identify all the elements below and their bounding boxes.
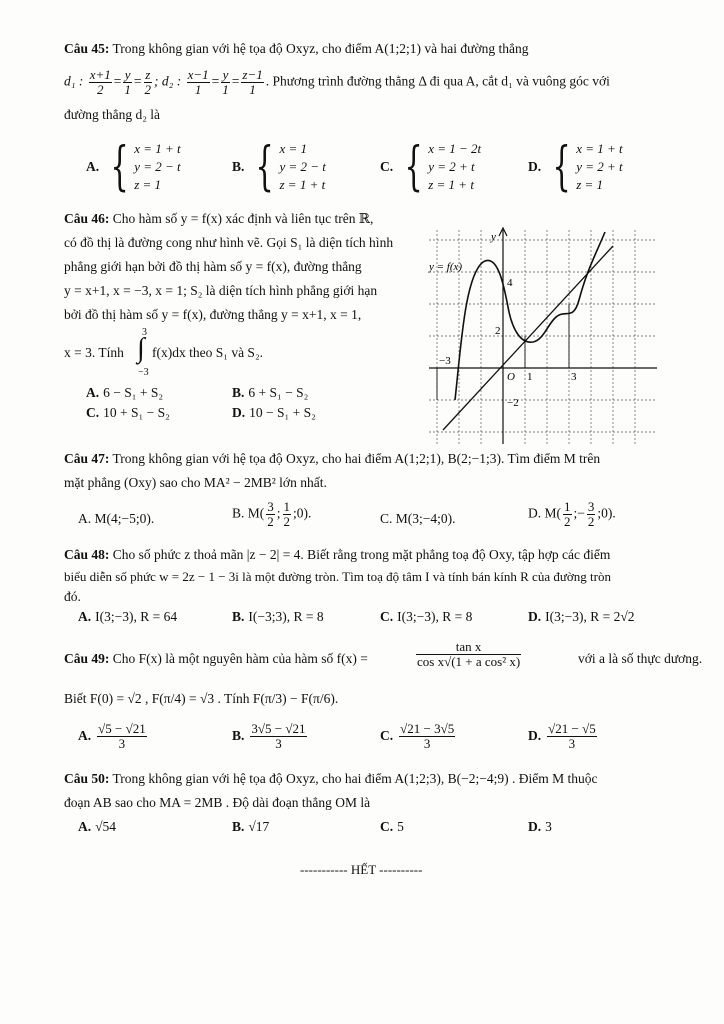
option-text: √17 [248, 819, 270, 834]
integral-upper: 3 [142, 327, 147, 338]
q47-option-b[interactable]: B. M( $\frac{3}{2}$ ; $\frac{1}{2}$ ;0). [232, 499, 312, 529]
q45-d2-frac3 [241, 68, 263, 97]
q46-option-c[interactable] [86, 404, 170, 422]
frac-den: 2 [564, 514, 571, 529]
option-post: ;0). [597, 505, 616, 521]
q47-option-d[interactable]: D. M( $\frac{1}{2}$ ;− $\frac{3}{2}$ ;0). [528, 499, 616, 529]
option-pre: D. M( [528, 505, 561, 521]
frac-den: 3 [568, 736, 576, 751]
graph-tick-4: 4 [507, 277, 513, 289]
frac [283, 500, 292, 529]
q46-line4: y = x+1, x = −3, x = 1; S₂ là diện tích hình phẳng giới hạn [64, 283, 378, 298]
q46-line6-pre: x = 3. Tính [64, 345, 124, 360]
frac-num: √21 − √5 [548, 721, 596, 736]
q45-option-c[interactable] [380, 137, 482, 197]
q50-line2: đoạn AB sao cho MA = 2MB . Độ dài đoạn thẳng OM là [64, 795, 371, 810]
option-text: 10 + S₁ − S₂ [103, 405, 170, 420]
q48-option-b[interactable] [232, 608, 324, 626]
q46-line5: bởi đồ thị hàm số y = f(x), đường thẳng y = x+1, x = 1, [64, 307, 362, 322]
frac-num: y [222, 67, 229, 82]
frac [250, 722, 306, 751]
q50-option-b[interactable] [232, 818, 269, 836]
q46-line1 [64, 210, 373, 228]
q46-line3: phẳng giới hạn bởi đồ thị hàm số y = f(x), đường thẳng [64, 259, 362, 274]
q46-graph [425, 226, 660, 446]
option-text: √54 [95, 819, 117, 834]
q45-d1-frac2 [123, 68, 132, 97]
option-label: D. [528, 609, 542, 624]
q47-option-c[interactable]: C. M(3;−4;0). [380, 511, 456, 526]
q49-option-b[interactable] [232, 722, 309, 751]
q48-line2: biểu diễn số phức w = 2z − 1 − 3i là một đường tròn. Tìm toạ độ tâm I và tính bán kính R của đường tròn [64, 569, 611, 584]
option-text: I(3;−3), R = 2√2 [545, 609, 635, 624]
q45-line2: d₁ : $\frac{x+1}{2}$ = $\frac{y}{1}$ = $\frac{z}{2}$ ; d₂ : $\frac{x-1}{1}$ = $\frac{y}{1}$ = $\frac{z-1}{1}$ . Phương trình đường thẳng Δ đi qua A, cắt d₁ và vuông góc với [64, 67, 610, 97]
option-text: 3 [545, 819, 552, 834]
option-label: A. [86, 385, 100, 400]
option-label: A. [78, 819, 92, 834]
frac [547, 722, 597, 751]
frac-num: z−1 [242, 67, 263, 82]
q50-label: Câu 50: [64, 771, 110, 786]
graph-tick-3: 3 [571, 371, 577, 383]
frac-num: √21 − 3√5 [400, 721, 455, 736]
sys-row: y = 2 + t [576, 159, 623, 174]
frac-num: 1 [564, 499, 571, 514]
integral-sign-icon: ∫ [137, 333, 145, 364]
q48-option-c[interactable] [380, 608, 472, 626]
q45-d2-name: ; d₂ : [154, 73, 182, 89]
frac [97, 722, 147, 751]
sys-row: x = 1 + t [576, 141, 623, 156]
sys-row: z = 1 + t [428, 177, 474, 192]
q46-text: Cho hàm số y = f(x) xác định và liên tục trên ℝ, [112, 211, 374, 226]
frac-den: 1 [124, 82, 131, 97]
q49-text1-wrap [64, 650, 368, 668]
option-text: 5 [397, 819, 404, 834]
option-post: ;0). [293, 505, 312, 521]
frac [266, 500, 275, 529]
frac-den: 1 [194, 82, 202, 97]
graph-tick-m2: −2 [507, 397, 519, 409]
q46-line6-post: f(x)dx theo S₁ và S₂. [152, 345, 264, 360]
graph-curve-label: y = f(x) [429, 261, 463, 273]
option-pre: B. M( [232, 505, 265, 521]
sys-row: z = 1 [576, 177, 604, 192]
q47-line2: mặt phẳng (Oxy) sao cho MA² − 2MB² lớn nhất. [64, 475, 327, 490]
option-label: C. [380, 727, 394, 743]
frac-den: 1 [222, 82, 229, 97]
q48-text1: Cho số phức z thoả mãn |z − 2| = 4. Biết rằng trong mặt phẳng toạ độ Oxy, tập hợp các điểm [112, 547, 611, 562]
q48-label: Câu 48: [64, 547, 110, 562]
frac-den: 2 [587, 514, 595, 529]
frac-num: 3√5 − √21 [251, 721, 306, 736]
q45-d1-frac1 [89, 68, 112, 97]
sys-row: y = 2 − t [279, 159, 326, 174]
option-text: 6 − S₁ + S₂ [103, 385, 164, 400]
q50-option-c[interactable] [380, 818, 404, 836]
option-label: C. [380, 819, 394, 834]
option-label: D. [528, 819, 542, 834]
frac-den: 3 [118, 736, 126, 751]
q46-option-a[interactable] [86, 384, 163, 402]
q45-option-d[interactable] [528, 137, 623, 197]
graph-y-label: y [491, 231, 496, 243]
integral-lower: −3 [138, 367, 149, 378]
option-label: B. [232, 727, 245, 743]
q46-option-b[interactable] [232, 384, 308, 402]
option-label: C. [380, 609, 394, 624]
frac-num: z [145, 67, 151, 82]
q50-option-d[interactable] [528, 818, 552, 836]
q46-label: Câu 46: [64, 211, 110, 226]
sys-row: x = 1 − 2t [428, 141, 482, 156]
frac [399, 722, 455, 751]
q49-line2: Biết F(0) = √2 , F(π/4) = √3 . Tính F(π/3) − F(π/6). [64, 691, 339, 706]
q50-line1 [64, 770, 597, 788]
graph-tick-1: 1 [527, 371, 533, 383]
q45-option-a[interactable] [86, 137, 181, 197]
q47-line1 [64, 450, 600, 468]
option-label: C. [86, 405, 100, 420]
sys-row: y = 2 − t [134, 159, 181, 174]
q45-option-b[interactable] [232, 137, 326, 197]
q48-option-a[interactable] [78, 608, 177, 626]
q46-line2: có đồ thị là đường cong như hình vẽ. Gọi S₁ là diện tích hình [64, 235, 394, 250]
q49-fraction [416, 640, 521, 669]
q47-text1: Trong không gian với hệ tọa độ Oxyz, cho hai điểm A(1;2;1), B(2;−1;3). Tìm điểm M trên [112, 451, 601, 466]
option-label: B. [232, 609, 245, 624]
graph-grid [429, 230, 657, 444]
q49-text1b: với a là số thực dương. [578, 651, 703, 666]
q45-d2-frac1 [187, 68, 210, 97]
frac-num: x−1 [187, 67, 209, 82]
frac-den: 3 [275, 736, 282, 751]
option-text: I(3;−3), R = 64 [95, 609, 178, 624]
frac-den: 2 [144, 82, 151, 97]
q49-option-d[interactable] [528, 722, 599, 751]
frac-den: cos x√(1 + a cos² x) [417, 654, 521, 669]
frac-num: 1 [283, 499, 291, 514]
q46-option-d[interactable] [232, 404, 316, 422]
q45-text1: Trong không gian với hệ tọa độ Oxyz, cho điểm A(1;2;1) và hai đường thẳng [112, 41, 529, 56]
q47-label: Câu 47: [64, 451, 110, 466]
q48-option-d[interactable] [528, 608, 635, 626]
q45-line1 [64, 40, 528, 58]
option-label: D. [528, 727, 542, 743]
option-label: D. [528, 159, 542, 174]
end-marker: ----------- HẾT ---------- [300, 862, 423, 877]
q49-option-c[interactable] [380, 722, 457, 751]
q45-text2: . Phương trình đường thẳng Δ đi qua A, cắt d₁ và vuông góc với [265, 73, 610, 89]
graph-tick-m3: −3 [439, 355, 451, 367]
option-text: 10 − S₁ + S₂ [249, 405, 316, 420]
frac-num: 3 [587, 499, 595, 514]
sys-row: z = 1 [134, 177, 162, 192]
option-text: I(3;−3), R = 8 [397, 609, 473, 624]
q48-line3: đó. [64, 589, 81, 604]
q45-d2-frac2 [221, 68, 230, 97]
option-label: A. [86, 159, 100, 174]
sys-row: x = 1 + t [134, 141, 181, 156]
sys-row: x = 1 [279, 141, 308, 156]
option-text: 6 + S₁ − S₂ [248, 385, 309, 400]
q49-label: Câu 49: [64, 651, 110, 666]
q49-text1: Cho F(x) là một nguyên hàm của hàm số f(x) = [112, 651, 368, 666]
option-label: B. [232, 819, 245, 834]
frac [587, 500, 596, 529]
brace-icon: { [552, 137, 571, 197]
q45-d1-name: d₁ : [64, 73, 84, 89]
option-label: B. [232, 385, 245, 400]
brace-icon: { [110, 137, 129, 197]
option-label: B. [232, 159, 245, 174]
frac-num: y [124, 67, 131, 82]
graph-tick-2: 2 [495, 325, 501, 337]
q50-option-a[interactable] [78, 818, 116, 836]
frac-den: 2 [96, 82, 104, 97]
graph-tick-o: O [507, 371, 515, 383]
frac-num: √5 − √21 [98, 721, 146, 736]
frac-den: 2 [267, 514, 274, 529]
frac-num: x+1 [89, 67, 111, 82]
option-text: I(−3;3), R = 8 [248, 609, 324, 624]
option-label: D. [232, 405, 246, 420]
frac [563, 500, 572, 529]
q48-line1 [64, 546, 610, 564]
sys-row: z = 1 + t [279, 177, 326, 192]
frac-den: 1 [249, 82, 256, 97]
option-label: A. [78, 727, 92, 743]
q45-line3: đường thẳng d₂ là [64, 107, 161, 122]
frac-den: 3 [423, 736, 431, 751]
q47-option-a[interactable]: A. M(4;−5;0). [78, 511, 155, 526]
option-label: A. [78, 609, 92, 624]
q49-option-a[interactable] [78, 722, 149, 751]
q50-text1: Trong không gian với hệ tọa độ Oxyz, cho hai điểm A(1;2;3), B(−2;−4;9) . Điểm M thuộc [112, 771, 598, 786]
q45-d1-frac3 [144, 68, 153, 97]
brace-icon: { [404, 137, 423, 197]
sys-row: y = 2 + t [428, 159, 475, 174]
option-label: C. [380, 159, 394, 174]
q45-label: Câu 45: [64, 41, 110, 56]
frac-num: tan x [416, 640, 521, 655]
frac-num: 3 [267, 499, 274, 514]
brace-icon: { [255, 137, 275, 197]
frac-den: 2 [283, 514, 291, 529]
